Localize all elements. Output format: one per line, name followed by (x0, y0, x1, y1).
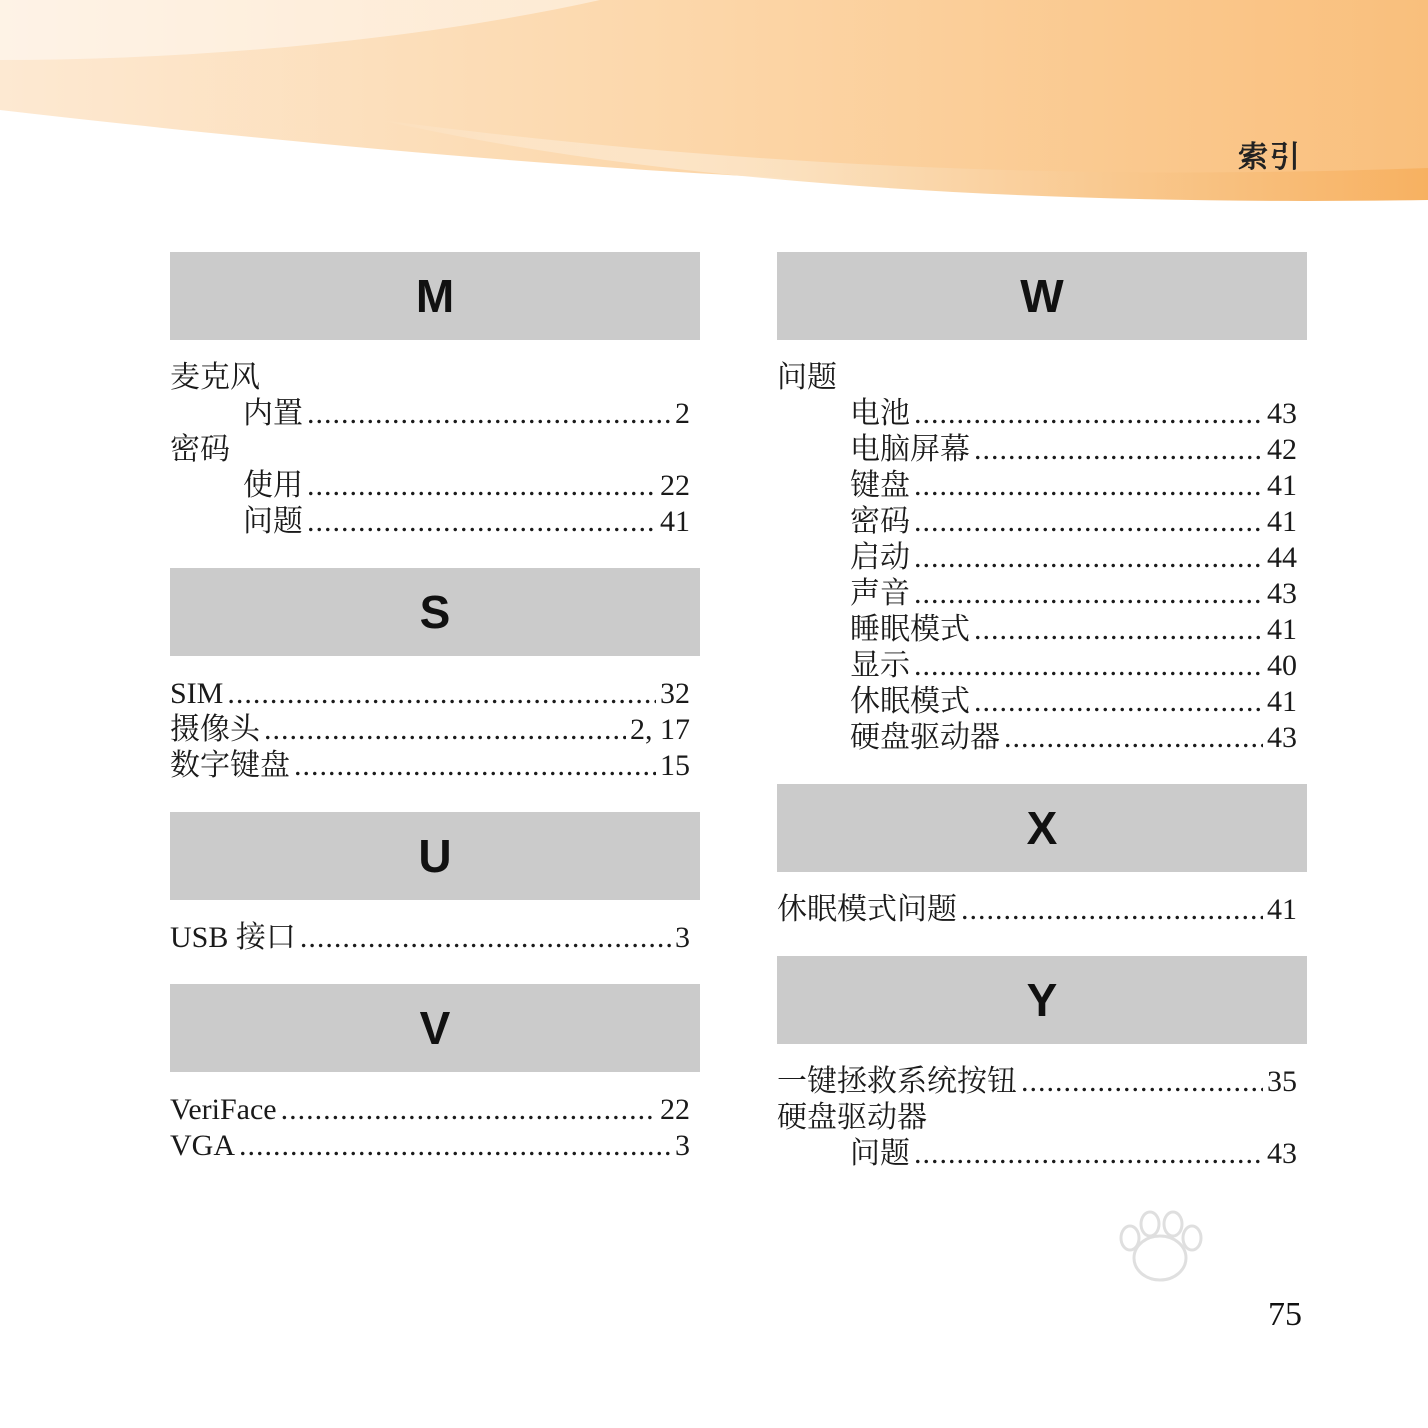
section-letter-bar: U (170, 812, 700, 900)
dot-leader (264, 712, 626, 748)
entry-label: 使用 (243, 469, 303, 502)
section-entries (170, 900, 700, 984)
index-subentry (170, 396, 700, 432)
dot-leader (914, 396, 1263, 432)
index-subentry (777, 720, 1307, 756)
entry-label: 内置 (243, 397, 303, 430)
index-entry (170, 432, 700, 468)
dot-leader (914, 468, 1263, 504)
entry-page-number: 41 (1267, 613, 1297, 646)
index-entry (170, 360, 700, 396)
entry-label: USB 接口 (170, 921, 296, 954)
dot-leader (307, 504, 656, 540)
entry-page-number: 41 (1267, 685, 1297, 718)
entry-label: 电池 (850, 397, 910, 430)
section-letter-bar: M (170, 252, 700, 340)
dot-leader (974, 684, 1263, 720)
index-subentry (170, 468, 700, 504)
dot-leader (974, 432, 1263, 468)
dot-leader (914, 540, 1263, 576)
entry-page-number: 3 (675, 1129, 690, 1162)
index-entry (170, 676, 700, 712)
entry-label: 数字键盘 (170, 749, 290, 782)
index-subentry (777, 540, 1307, 576)
dot-leader (914, 1136, 1263, 1172)
entry-label: 睡眠模式 (850, 613, 970, 646)
index-subentry (777, 648, 1307, 684)
entry-page-number: 40 (1267, 649, 1297, 682)
entry-label: 键盘 (850, 469, 910, 502)
entry-page-number: 41 (660, 505, 690, 538)
entry-page-number: 32 (660, 677, 690, 710)
dot-leader (227, 676, 656, 712)
dot-leader (307, 396, 671, 432)
section-entries (170, 1072, 700, 1192)
entry-label: 休眠模式 (850, 685, 970, 718)
index-subentry (777, 1136, 1307, 1172)
index-entry (777, 1100, 1307, 1136)
entry-label: 麦克风 (170, 361, 260, 394)
entry-page-number: 22 (660, 1093, 690, 1126)
dot-leader (1004, 720, 1263, 756)
dot-leader (974, 612, 1263, 648)
index-subentry (777, 504, 1307, 540)
index-entry (170, 1128, 700, 1164)
entry-page-number: 43 (1267, 1137, 1297, 1170)
dot-leader (307, 468, 656, 504)
index-entry (170, 748, 700, 784)
entry-label: 显示 (850, 649, 910, 682)
index-entry (170, 1092, 700, 1128)
entry-label: 问题 (850, 1137, 910, 1170)
entry-page-number: 43 (1267, 577, 1297, 610)
entry-page-number: 41 (1267, 469, 1297, 502)
page-number: 75 (1268, 1296, 1302, 1333)
entry-page-number: 35 (1267, 1065, 1297, 1098)
section-entries (170, 340, 700, 568)
section-entries (170, 656, 700, 812)
dot-leader (281, 1092, 656, 1128)
index-subentry (777, 396, 1307, 432)
section-entries (777, 340, 1307, 784)
entry-label: 密码 (170, 433, 230, 466)
entry-label: SIM (170, 677, 224, 710)
section-entries (777, 872, 1307, 956)
dot-leader (239, 1128, 671, 1164)
index-subentry (777, 576, 1307, 612)
entry-label: 摄像头 (170, 713, 260, 746)
entry-label: 密码 (850, 505, 910, 538)
index-entry (777, 892, 1307, 928)
entry-page-number: 44 (1267, 541, 1297, 574)
section-letter-bar: Y (777, 956, 1307, 1044)
index-entry (170, 712, 700, 748)
entry-page-number: 43 (1267, 721, 1297, 754)
dot-leader (961, 892, 1263, 928)
dot-leader (914, 576, 1263, 612)
index-subentry (777, 684, 1307, 720)
dot-leader (300, 920, 671, 956)
entry-label: 问题 (777, 361, 837, 394)
baidu-watermark-logo (1010, 1210, 1350, 1380)
entry-label: 启动 (850, 541, 910, 574)
header-swoosh-decoration (0, 0, 1428, 220)
entry-page-number: 3 (675, 921, 690, 954)
section-letter-bar: W (777, 252, 1307, 340)
dot-leader (914, 648, 1263, 684)
index-column-right (777, 252, 1307, 1200)
entry-label: 硬盘驱动器 (777, 1101, 927, 1134)
entry-label: VeriFace (170, 1093, 277, 1126)
index-entry (777, 1064, 1307, 1100)
entry-label: 问题 (243, 505, 303, 538)
index-entry (170, 920, 700, 956)
index-subentry (777, 432, 1307, 468)
entry-page-number: 43 (1267, 397, 1297, 430)
entry-page-number: 2 (675, 397, 690, 430)
dot-leader (1021, 1064, 1263, 1100)
index-column-left (170, 252, 700, 1192)
entry-page-number: 41 (1267, 893, 1297, 926)
dot-leader (294, 748, 656, 784)
entry-label: 声音 (850, 577, 910, 610)
entry-label: VGA (170, 1129, 235, 1162)
page-header-title: 索引 (1238, 140, 1302, 175)
section-entries (777, 1044, 1307, 1200)
entry-page-number: 2, 17 (630, 713, 690, 746)
entry-page-number: 15 (660, 749, 690, 782)
entry-label: 硬盘驱动器 (850, 721, 1000, 754)
entry-page-number: 22 (660, 469, 690, 502)
index-subentry (777, 612, 1307, 648)
section-letter-bar: V (170, 984, 700, 1072)
section-letter-bar: X (777, 784, 1307, 872)
section-letter-bar: S (170, 568, 700, 656)
entry-label: 休眠模式问题 (777, 893, 957, 926)
entry-page-number: 42 (1267, 433, 1297, 466)
entry-label: 电脑屏幕 (850, 433, 970, 466)
dot-leader (914, 504, 1263, 540)
index-subentry (777, 468, 1307, 504)
index-entry (777, 360, 1307, 396)
entry-label: 一键拯救系统按钮 (777, 1065, 1017, 1098)
index-subentry (170, 504, 700, 540)
entry-page-number: 41 (1267, 505, 1297, 538)
